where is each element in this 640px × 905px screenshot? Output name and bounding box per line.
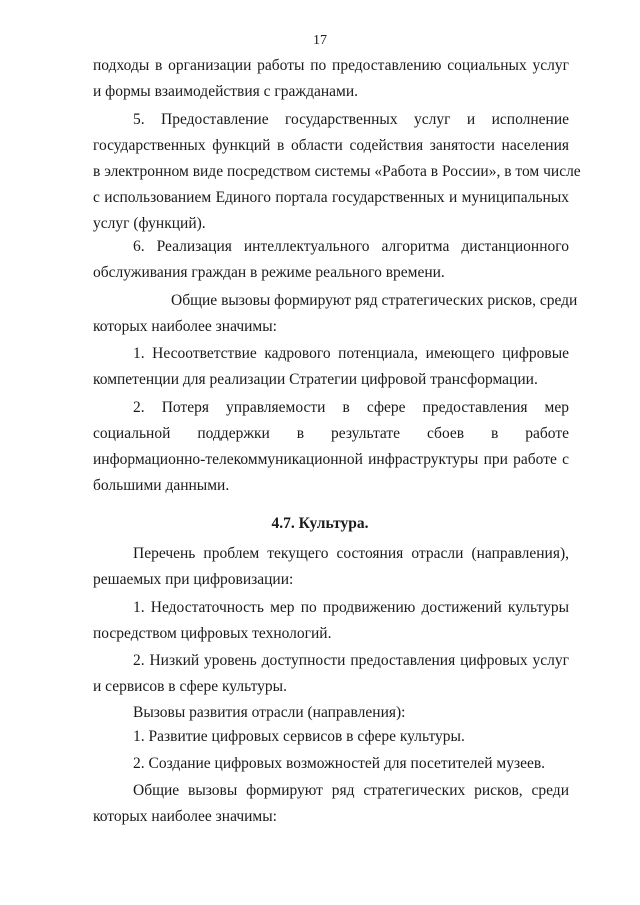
section-heading: 4.7. Культура. [271,515,369,532]
text-line: в электронном виде посредством системы «Работа в России», в том числе [93,163,581,180]
text-line: и формы взаимодействия с гражданами. [93,83,359,100]
paragraph-social-services-approaches [93,53,569,105]
text-line: 6. Реализация интеллектуального алгоритма дистанционного [133,238,569,255]
text-line: подходы в организации работы по предоставлению социальных услуг [93,57,569,74]
text-line: решаемых при цифровизации: [93,571,294,588]
text-line: 2. Низкий уровень доступности предоставления цифровых услуг [133,652,569,669]
paragraph-development-challenges [93,700,569,726]
text-line: компетенции для реализации Стратегии цифровой трансформации. [93,371,538,388]
paragraph-general-challenges-2 [93,778,569,830]
text-line: услуг (функций). [93,215,206,232]
text-line: Вызовы развития отрасли (направления): [133,704,406,721]
text-line: с использованием Единого портала государственных и муниципальных [93,189,569,206]
list-item-6 [93,234,569,286]
page-number: 17 [313,33,327,48]
text-line: большими данными. [93,477,230,494]
risk-item-1 [93,341,569,393]
challenge-item-1 [93,724,569,750]
text-line: обслуживания граждан в режиме реального времени. [93,264,445,281]
text-line: Общие вызовы формируют ряд стратегических рисков, среди [171,292,578,309]
text-line: 1. Недостаточность мер по продвижению достижений культуры [133,599,569,616]
text-line: Перечень проблем текущего состояния отрасли (направления), [133,545,569,562]
list-item-5 [93,107,581,237]
risk-item-2 [93,395,569,499]
paragraph-general-challenges [93,288,578,340]
text-line: информационно-телекоммуникационной инфраструктуры при работе с [93,451,569,468]
problem-item-2 [93,648,569,700]
text-line: Общие вызовы формируют ряд стратегических рисков, среди [133,782,569,799]
text-line: 1. Несоответствие кадрового потенциала, имеющего цифровые [133,345,569,362]
text-line: государственных функций в области содействия занятости населения [93,137,569,154]
text-line: которых наиболее значимы: [93,808,277,825]
text-line: 2. Создание цифровых возможностей для посетителей музеев. [133,755,546,772]
text-line: которых наиболее значимы: [93,318,277,335]
text-line: и сервисов в сфере культуры. [93,678,287,695]
text-line: социальной поддержки в результате сбоев в работе [93,425,569,442]
challenge-item-2 [93,751,569,777]
text-line: 2. Потеря управляемости в сфере предоставления мер [133,399,569,416]
text-line: 5. Предоставление государственных услуг и исполнение [133,111,569,128]
paragraph-problems-list-intro [93,541,569,593]
text-line: посредством цифровых технологий. [93,625,332,642]
problem-item-1 [93,595,569,647]
text-line: 1. Развитие цифровых сервисов в сфере культуры. [133,728,465,745]
